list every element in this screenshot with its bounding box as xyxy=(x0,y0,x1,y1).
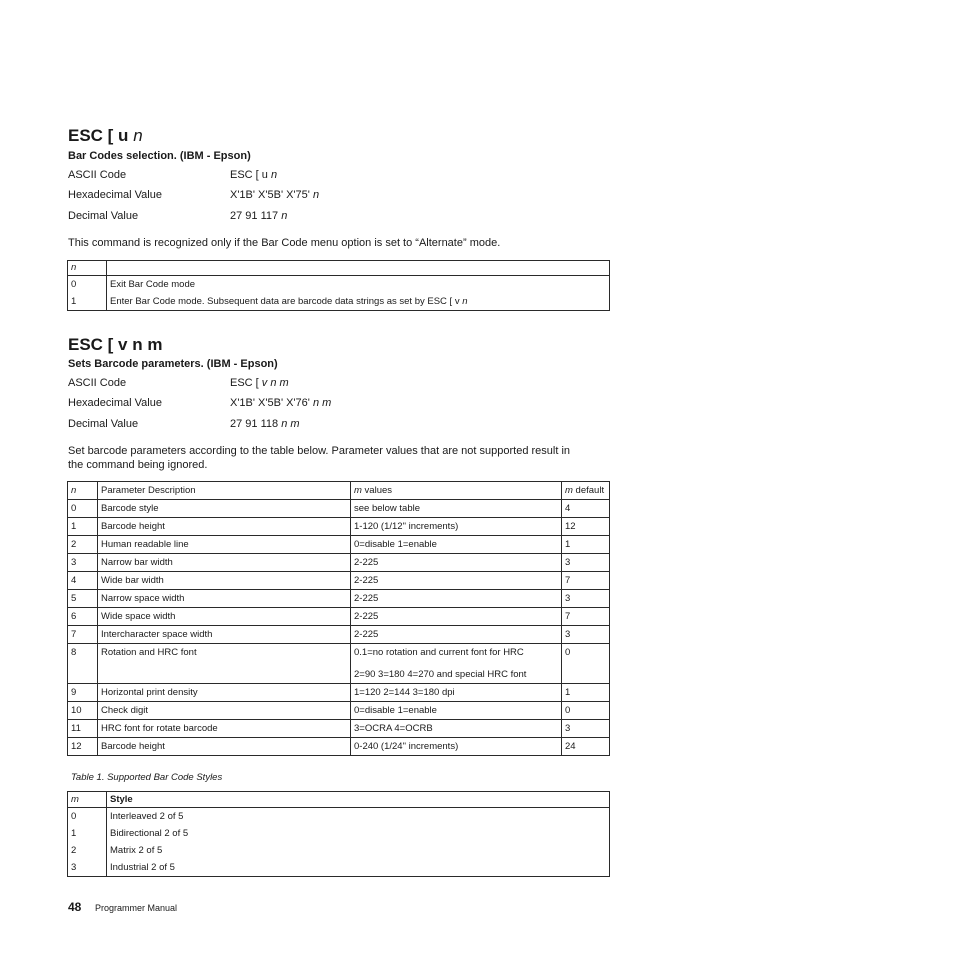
cell-values: 3=OCRA 4=OCRB xyxy=(351,720,562,738)
section2-subtitle: Sets Barcode parameters. (IBM - Epson) xyxy=(68,358,278,370)
table-header xyxy=(68,482,610,500)
cell-style: Bidirectional 2 of 5 xyxy=(107,825,610,842)
table-row xyxy=(68,590,610,608)
s1-hex-value: X'1B' X'5B' X'75' n xyxy=(230,189,320,201)
table-row xyxy=(68,293,610,311)
cell-desc: Barcode height xyxy=(98,518,351,536)
cell-values: 0=disable 1=enable xyxy=(351,536,562,554)
cell-n: 6 xyxy=(68,608,98,626)
cell-default: 0 xyxy=(562,644,610,684)
header-desc: Parameter Description xyxy=(98,482,351,500)
cell-default: 3 xyxy=(562,626,610,644)
s2-hex-label: Hexadecimal Value xyxy=(68,397,162,409)
table-row xyxy=(68,554,610,572)
cell-desc: Rotation and HRC font xyxy=(98,644,351,684)
table-row xyxy=(68,720,610,738)
bar-code-styles-table xyxy=(67,791,610,877)
s2-ascii-label: ASCII Code xyxy=(68,377,127,389)
cell-values: 2-225 xyxy=(351,590,562,608)
cell-values: see below table xyxy=(351,500,562,518)
cell-n: 1 xyxy=(68,518,98,536)
cell-m: 0 xyxy=(68,808,107,826)
cell-desc: Barcode style xyxy=(98,500,351,518)
table-row xyxy=(68,626,610,644)
s2-ascii-value: ESC [ v n m xyxy=(230,377,289,389)
cell-values: 0.1=no rotation and current font for HRC 2=90 3=180 4=270 and special HRC font xyxy=(351,644,562,684)
cell-n: 7 xyxy=(68,626,98,644)
s1-dec-label: Decimal Value xyxy=(68,210,139,222)
table-caption: Table 1. Supported Bar Code Styles xyxy=(71,772,223,783)
cell-values: 0-240 (1/24" increments) xyxy=(351,738,562,756)
header-desc xyxy=(107,261,610,276)
cell-n: 1 xyxy=(68,293,107,311)
cell-m: 1 xyxy=(68,825,107,842)
table-header xyxy=(68,261,610,276)
cell-n: 3 xyxy=(68,554,98,572)
table-row xyxy=(68,738,610,756)
s1-ascii-value: ESC [ u n xyxy=(230,169,278,181)
s1-dec-value: 27 91 117 n xyxy=(230,210,288,222)
header-style: Style xyxy=(107,792,610,808)
cell-values: 2-225 xyxy=(351,608,562,626)
cell-default: 24 xyxy=(562,738,610,756)
table-row xyxy=(68,500,610,518)
cell-default: 4 xyxy=(562,500,610,518)
s1-ascii-label: ASCII Code xyxy=(68,169,127,181)
table-row xyxy=(68,702,610,720)
cell-values: 2-225 xyxy=(351,554,562,572)
table-row xyxy=(68,518,610,536)
table-row xyxy=(68,608,610,626)
cell-n: 0 xyxy=(68,500,98,518)
cell-desc: Wide bar width xyxy=(98,572,351,590)
table-row xyxy=(68,825,610,842)
cell-style: Interleaved 2 of 5 xyxy=(107,808,610,826)
cell-n: 9 xyxy=(68,684,98,702)
cell-default: 7 xyxy=(562,572,610,590)
cell-style: Industrial 2 of 5 xyxy=(107,859,610,877)
cell-n: 2 xyxy=(68,536,98,554)
cell-default: 12 xyxy=(562,518,610,536)
cell-values: 0=disable 1=enable xyxy=(351,702,562,720)
cell-values: 1-120 (1/12" increments) xyxy=(351,518,562,536)
cell-desc: Intercharacter space width xyxy=(98,626,351,644)
section1-title: ESC [ u n xyxy=(68,126,143,145)
cell-desc: Exit Bar Code mode xyxy=(107,276,610,294)
section1-paragraph: This command is recognized only if the Bar Code menu option is set to “Alternate” mode. xyxy=(68,237,501,249)
cell-desc: Enter Bar Code mode. Subsequent data are barcode data strings as set by ESC [ v n xyxy=(107,293,610,311)
header-n: n xyxy=(68,261,107,276)
cell-desc: Narrow space width xyxy=(98,590,351,608)
cell-default: 7 xyxy=(562,608,610,626)
cell-values: 1=120 2=144 3=180 dpi xyxy=(351,684,562,702)
cell-n: 4 xyxy=(68,572,98,590)
cell-default: 3 xyxy=(562,720,610,738)
section1-subtitle: Bar Codes selection. (IBM - Epson) xyxy=(68,150,251,162)
cell-default: 1 xyxy=(562,684,610,702)
section2-title: ESC [ v n m xyxy=(68,335,163,354)
table-row xyxy=(68,842,610,859)
cell-desc: Human readable line xyxy=(98,536,351,554)
cell-m: 2 xyxy=(68,842,107,859)
table-row xyxy=(68,536,610,554)
cell-n: 11 xyxy=(68,720,98,738)
table-row xyxy=(68,808,610,826)
s2-dec-label: Decimal Value xyxy=(68,418,139,430)
section1-table xyxy=(67,260,610,311)
cell-n: 0 xyxy=(68,276,107,294)
header-default: m default xyxy=(562,482,610,500)
cell-values: 2-225 xyxy=(351,626,562,644)
cell-values: 2-225 xyxy=(351,572,562,590)
cell-desc: HRC font for rotate barcode xyxy=(98,720,351,738)
s2-dec-value: 27 91 118 n m xyxy=(230,418,300,430)
cell-desc: Barcode height xyxy=(98,738,351,756)
cell-default: 3 xyxy=(562,590,610,608)
s1-hex-label: Hexadecimal Value xyxy=(68,189,162,201)
section2-paragraph: Set barcode parameters according to the table below. Parameter values that are not supported result in the command being ignored. xyxy=(68,445,571,471)
cell-style: Matrix 2 of 5 xyxy=(107,842,610,859)
cell-n: 12 xyxy=(68,738,98,756)
cell-default: 3 xyxy=(562,554,610,572)
cell-desc: Narrow bar width xyxy=(98,554,351,572)
cell-desc: Horizontal print density xyxy=(98,684,351,702)
table-row xyxy=(68,684,610,702)
cell-n: 5 xyxy=(68,590,98,608)
cell-default: 1 xyxy=(562,536,610,554)
cell-n: 8 xyxy=(68,644,98,684)
parameter-table xyxy=(67,481,610,756)
page-number: 48 xyxy=(68,900,82,914)
header-m: m xyxy=(68,792,107,808)
cell-default: 0 xyxy=(562,702,610,720)
cell-desc: Check digit xyxy=(98,702,351,720)
cell-n: 10 xyxy=(68,702,98,720)
header-n: n xyxy=(68,482,98,500)
header-values: m values xyxy=(351,482,562,500)
cell-m: 3 xyxy=(68,859,107,877)
s2-hex-value: X'1B' X'5B' X'76' n m xyxy=(230,397,332,409)
cell-desc: Wide space width xyxy=(98,608,351,626)
footer-title: Programmer Manual xyxy=(95,903,178,913)
table-row xyxy=(68,859,610,877)
table-row xyxy=(68,644,610,684)
table-row xyxy=(68,572,610,590)
table-row xyxy=(68,276,610,294)
table-header xyxy=(68,792,610,808)
